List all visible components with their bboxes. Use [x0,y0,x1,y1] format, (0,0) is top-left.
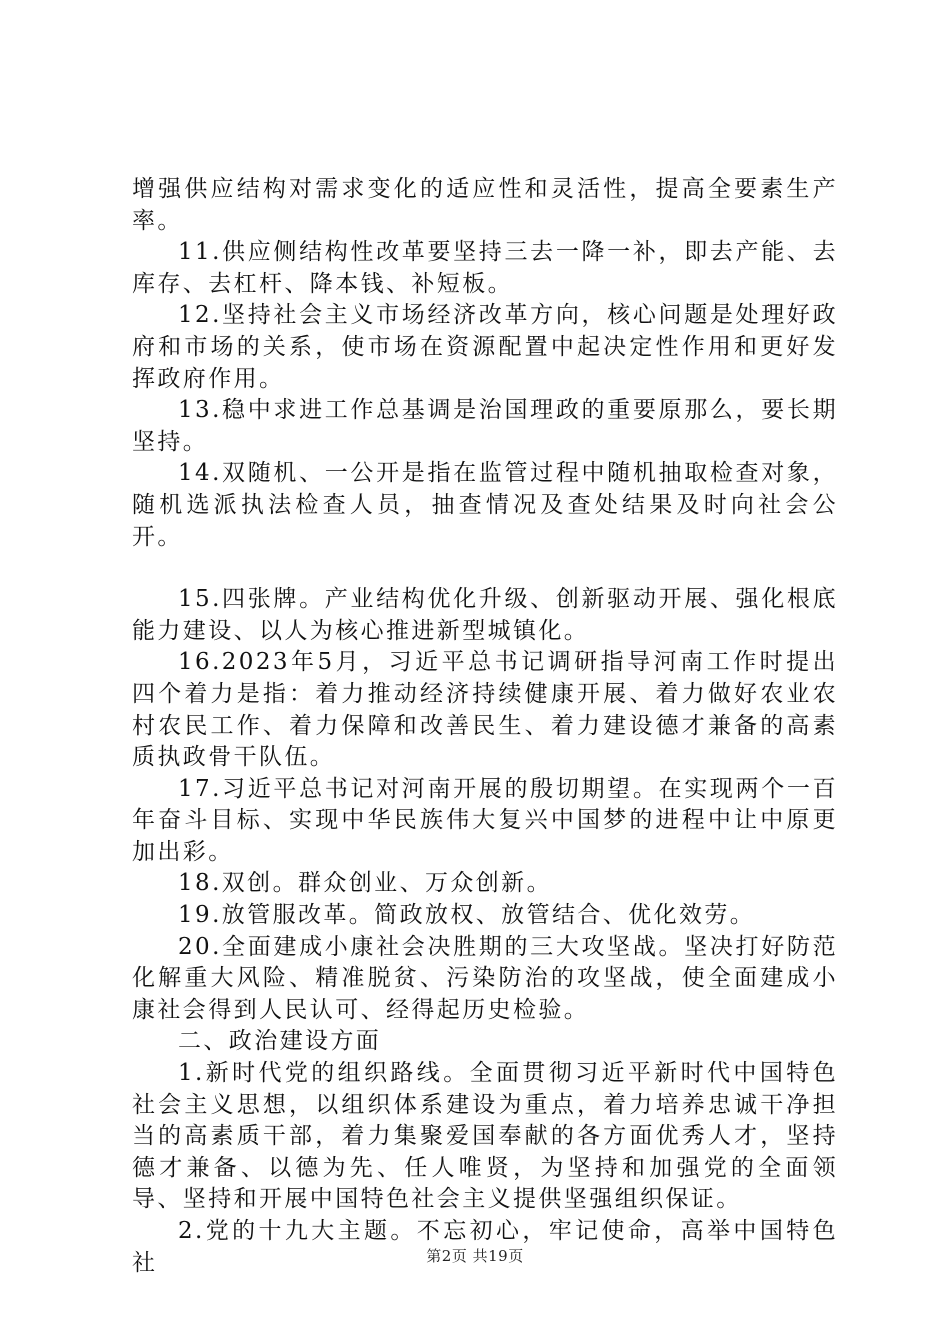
paragraph-item-20: 20.全面建成小康社会决胜期的三大攻坚战。坚决打好防范化解重大风险、精准脱贫、污染防治的攻坚战，使全面建成小康社会得到人民认可、经得起历史检验。 [132,933,838,1023]
paragraph-item-16: 16.2023年5月，习近平总书记调研指导河南工作时提出四个着力是指：着力推动经济持续健康开展、着力做好农业农村农民工作、着力保障和改善民生、着力建设德才兼备的高素质执政骨干队伍。 [132,649,838,771]
paragraph-item-18: 18.双创。群众创业、万众创新。 [178,870,552,897]
paragraph-continued: 增强供应结构对需求变化的适应性和灵活性，提高全要素生产率。 [132,176,838,234]
section-heading: 二、政治建设方面 [178,1028,382,1055]
paragraph-item-15: 15.四张牌。产业结构优化升级、创新驱动开展、强化根底能力建设、以人为核心推进新型城镇化。 [132,586,838,644]
paragraph-item-14: 14.双随机、一公开是指在监管过程中随机抽取检查对象，随机选派执法检查人员，抽查情况及查处结果及时向社会公开。 [132,460,838,550]
paragraph-section-item-1: 1.新时代党的组织路线。全面贯彻习近平新时代中国特色社会主义思想，以组织体系建设为重点，着力培养忠诚干净担当的高素质干部，着力集聚爱国奉献的各方面优秀人才，坚持德才兼备、以德为先、任人唯贤，为坚持和加强党的全面领导、坚持和开展中国特色社会主义提供坚强组织保证。 [132,1060,838,1213]
document-body [132,174,838,1279]
paragraph-item-19: 19.放管服改革。简政放权、放管结合、优化效劳。 [178,902,756,929]
paragraph-item-17: 17.习近平总书记对河南开展的殷切期望。在实现两个一百年奋斗目标、实现中华民族伟大复兴中国梦的进程中让中原更加出彩。 [132,775,838,865]
paragraph-item-13: 13.稳中求进工作总基调是治国理政的重要原那么，要长期坚持。 [132,397,838,455]
page-footer: 第2页 共19页 [426,1247,524,1265]
paragraph-item-12: 12.坚持社会主义市场经济改革方向，核心问题是处理好政府和市场的关系，使市场在资源配置中起决定性作用和更好发挥政府作用。 [132,302,838,392]
paragraph-section-item-2: 2.党的十九大主题。不忘初心，牢记使命，高举中国特色社 [132,1218,838,1276]
paragraph-item-11: 11.供应侧结构性改革要坚持三去一降一补，即去产能、去库存、去杠杆、降本钱、补短板。 [132,239,838,297]
